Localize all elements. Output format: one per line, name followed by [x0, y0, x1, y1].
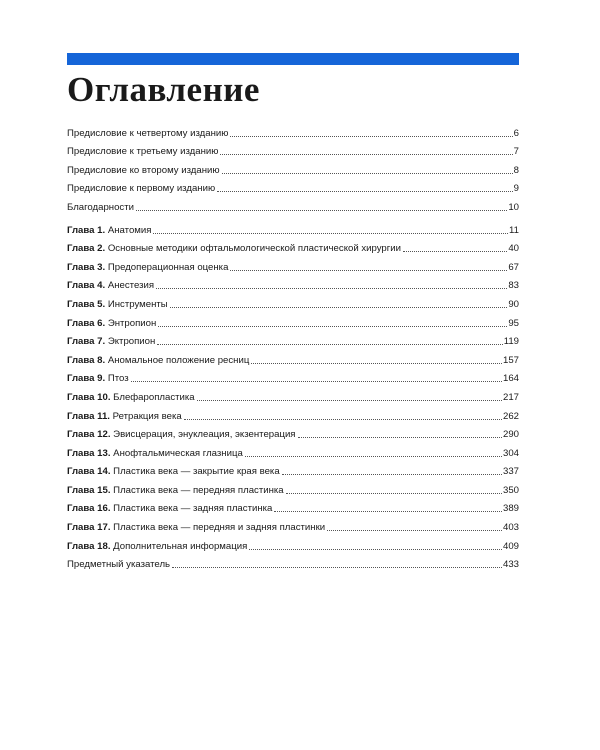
toc-entry-label — [67, 373, 129, 385]
toc-entry-label — [67, 503, 272, 515]
toc-entry-title: Анофтальмическая глазница — [113, 447, 243, 459]
toc-chapter-number: Глава 1. — [67, 224, 106, 236]
toc-chapter-number: Глава 5. — [67, 298, 106, 310]
toc-entry-label — [67, 165, 220, 177]
toc-chapter-number: Глава 12. — [67, 429, 111, 441]
toc-page-number: 6 — [513, 127, 519, 139]
toc-chapter-number: Глава 16. — [67, 503, 111, 515]
toc-page-number: 40 — [508, 243, 519, 255]
toc-entry — [67, 385, 519, 404]
toc-entry — [67, 158, 519, 177]
toc-entry-title: Пластика века — передняя и задняя пластинки — [113, 522, 326, 534]
dot-leader — [217, 190, 512, 192]
toc-chapter-number: Глава 17. — [67, 522, 111, 534]
dot-leader — [131, 380, 502, 382]
toc-page-number: 11 — [509, 224, 519, 236]
toc-page-number: 95 — [508, 317, 519, 329]
toc-entry — [67, 553, 519, 572]
toc-front-matter — [67, 121, 519, 214]
toc-page-number: 83 — [508, 280, 519, 292]
toc-entry-title: Предисловие к четвертому изданию — [67, 127, 229, 139]
dot-leader — [197, 399, 502, 401]
toc-entry-title: Аномальное положение ресниц — [107, 354, 250, 366]
toc-entry-label — [67, 541, 247, 553]
toc-entry-title: Ретракция века — [112, 410, 182, 422]
toc-entry-label — [67, 485, 284, 497]
toc-page-number: 262 — [502, 410, 519, 422]
dot-leader — [153, 232, 508, 234]
dot-leader — [158, 325, 507, 327]
toc-entry-title: Предоперационная оценка — [107, 261, 229, 273]
dot-leader — [286, 492, 502, 494]
toc-chapter-number: Глава 11. — [67, 410, 110, 422]
toc-entry-label — [67, 559, 170, 571]
toc-chapter-number: Глава 18. — [67, 540, 111, 552]
toc-page-number: 119 — [503, 336, 519, 348]
dot-leader — [184, 418, 502, 420]
toc-chapter-number: Глава 7. — [67, 336, 106, 348]
toc-page-number: 90 — [508, 298, 519, 310]
toc-chapter-number: Глава 3. — [67, 261, 106, 273]
toc-entry-label — [67, 336, 155, 348]
toc-entry-label — [67, 448, 243, 460]
accent-bar — [67, 53, 519, 65]
toc-entry-label — [67, 318, 156, 330]
toc-entry-title: Предисловие к третьему изданию — [67, 146, 219, 158]
toc-entry — [67, 237, 519, 256]
toc-chapter-number: Глава 14. — [67, 466, 111, 478]
toc-entry-title: Основные методики офтальмологической пластической хирургии — [107, 243, 401, 255]
toc-entry-title: Энтропион — [107, 317, 157, 329]
toc-entry-label — [67, 262, 228, 274]
toc-chapter-number: Глава 4. — [67, 280, 106, 292]
toc-entry — [67, 497, 519, 516]
toc-entry — [67, 423, 519, 442]
toc-entry-title: Блефаропластика — [113, 391, 195, 403]
toc-entry-label — [67, 146, 218, 158]
toc-entry-title: Эвисцерация, энуклеация, экзентерация — [113, 429, 296, 441]
toc-entry-label — [67, 466, 280, 478]
toc-entry — [67, 140, 519, 159]
toc-chapter-number: Глава 8. — [67, 354, 106, 366]
toc-entry — [67, 121, 519, 140]
toc-entry — [67, 218, 519, 237]
toc-entry-label — [67, 225, 151, 237]
toc-page-number: 350 — [502, 484, 519, 496]
toc-entry — [67, 404, 519, 423]
table-of-contents — [67, 121, 519, 571]
dot-leader — [156, 287, 507, 289]
toc-entry — [67, 441, 519, 460]
dot-leader — [220, 153, 512, 155]
toc-page-number: 7 — [513, 146, 519, 158]
toc-entry-label — [67, 183, 215, 195]
toc-entry — [67, 330, 519, 349]
toc-page-number: 164 — [502, 373, 519, 385]
toc-page-number: 10 — [508, 201, 519, 213]
dot-leader — [282, 473, 502, 475]
toc-entry-title: Птоз — [107, 373, 129, 385]
toc-entry — [67, 460, 519, 479]
toc-chapter-number: Глава 2. — [67, 243, 106, 255]
dot-leader — [245, 455, 502, 457]
dot-leader — [230, 135, 512, 137]
toc-entry-label — [67, 429, 296, 441]
toc-entry-label — [67, 280, 154, 292]
toc-page-number: 9 — [513, 183, 519, 195]
toc-entry — [67, 515, 519, 534]
toc-page-number: 304 — [502, 447, 519, 459]
toc-back-matter — [67, 553, 519, 572]
toc-entry-label — [67, 355, 249, 367]
toc-entry-label — [67, 202, 134, 214]
toc-chapter-number: Глава 9. — [67, 373, 106, 385]
toc-entry-title: Дополнительная информация — [113, 540, 248, 552]
toc-entry-label — [67, 411, 182, 423]
dot-leader — [298, 436, 502, 438]
toc-entry-title: Предметный указатель — [67, 559, 171, 571]
toc-entry-label — [67, 243, 401, 255]
toc-entry-label — [67, 522, 325, 534]
dot-leader — [251, 362, 502, 364]
dot-leader — [222, 172, 513, 174]
dot-leader — [274, 510, 502, 512]
page-title: Оглавление — [67, 70, 260, 109]
toc-page-number: 67 — [508, 261, 519, 273]
toc-page-number: 403 — [502, 522, 519, 534]
toc-entry — [67, 177, 519, 196]
dot-leader — [327, 529, 502, 531]
toc-entry — [67, 255, 519, 274]
toc-entry — [67, 311, 519, 330]
dot-leader — [230, 269, 507, 271]
toc-page-number: 409 — [502, 540, 519, 552]
toc-entry-title: Пластика века — задняя пластинка — [113, 503, 273, 515]
toc-chapter-number: Глава 10. — [67, 391, 111, 403]
toc-entry — [67, 367, 519, 386]
toc-entry — [67, 195, 519, 214]
toc-entry — [67, 274, 519, 293]
toc-entry-title: Пластика века — закрытие края века — [113, 466, 280, 478]
dot-leader — [170, 306, 508, 308]
toc-entry-label — [67, 392, 195, 404]
toc-entry-title: Предисловие ко второму изданию — [67, 164, 220, 176]
toc-entry — [67, 534, 519, 553]
toc-page-number: 389 — [502, 503, 519, 515]
toc-entry-title: Эктропион — [107, 336, 156, 348]
toc-page-number: 337 — [502, 466, 519, 478]
toc-chapter-number: Глава 15. — [67, 484, 111, 496]
toc-chapter-number: Глава 13. — [67, 447, 111, 459]
toc-chapters — [67, 218, 519, 553]
toc-entry-title: Анатомия — [107, 224, 152, 236]
dot-leader — [172, 566, 502, 568]
toc-entry-title: Инструменты — [107, 298, 168, 310]
toc-page-number: 217 — [502, 391, 519, 403]
toc-entry-title: Анестезия — [107, 280, 155, 292]
toc-entry — [67, 348, 519, 367]
dot-leader — [403, 250, 507, 252]
toc-entry-title: Предисловие к первому изданию — [67, 183, 216, 195]
toc-page-number: 290 — [502, 429, 519, 441]
toc-entry-label — [67, 128, 228, 140]
toc-chapter-number: Глава 6. — [67, 317, 106, 329]
toc-entry-label — [67, 299, 168, 311]
dot-leader — [249, 548, 502, 550]
toc-entry-title: Пластика века — передняя пластинка — [113, 484, 284, 496]
toc-entry — [67, 292, 519, 311]
toc-entry — [67, 478, 519, 497]
toc-page-number: 8 — [513, 164, 519, 176]
toc-entry-title: Благодарности — [67, 201, 134, 213]
toc-page-number: 433 — [502, 559, 519, 571]
dot-leader — [136, 209, 507, 211]
toc-page-number: 157 — [502, 354, 519, 366]
dot-leader — [157, 343, 502, 345]
